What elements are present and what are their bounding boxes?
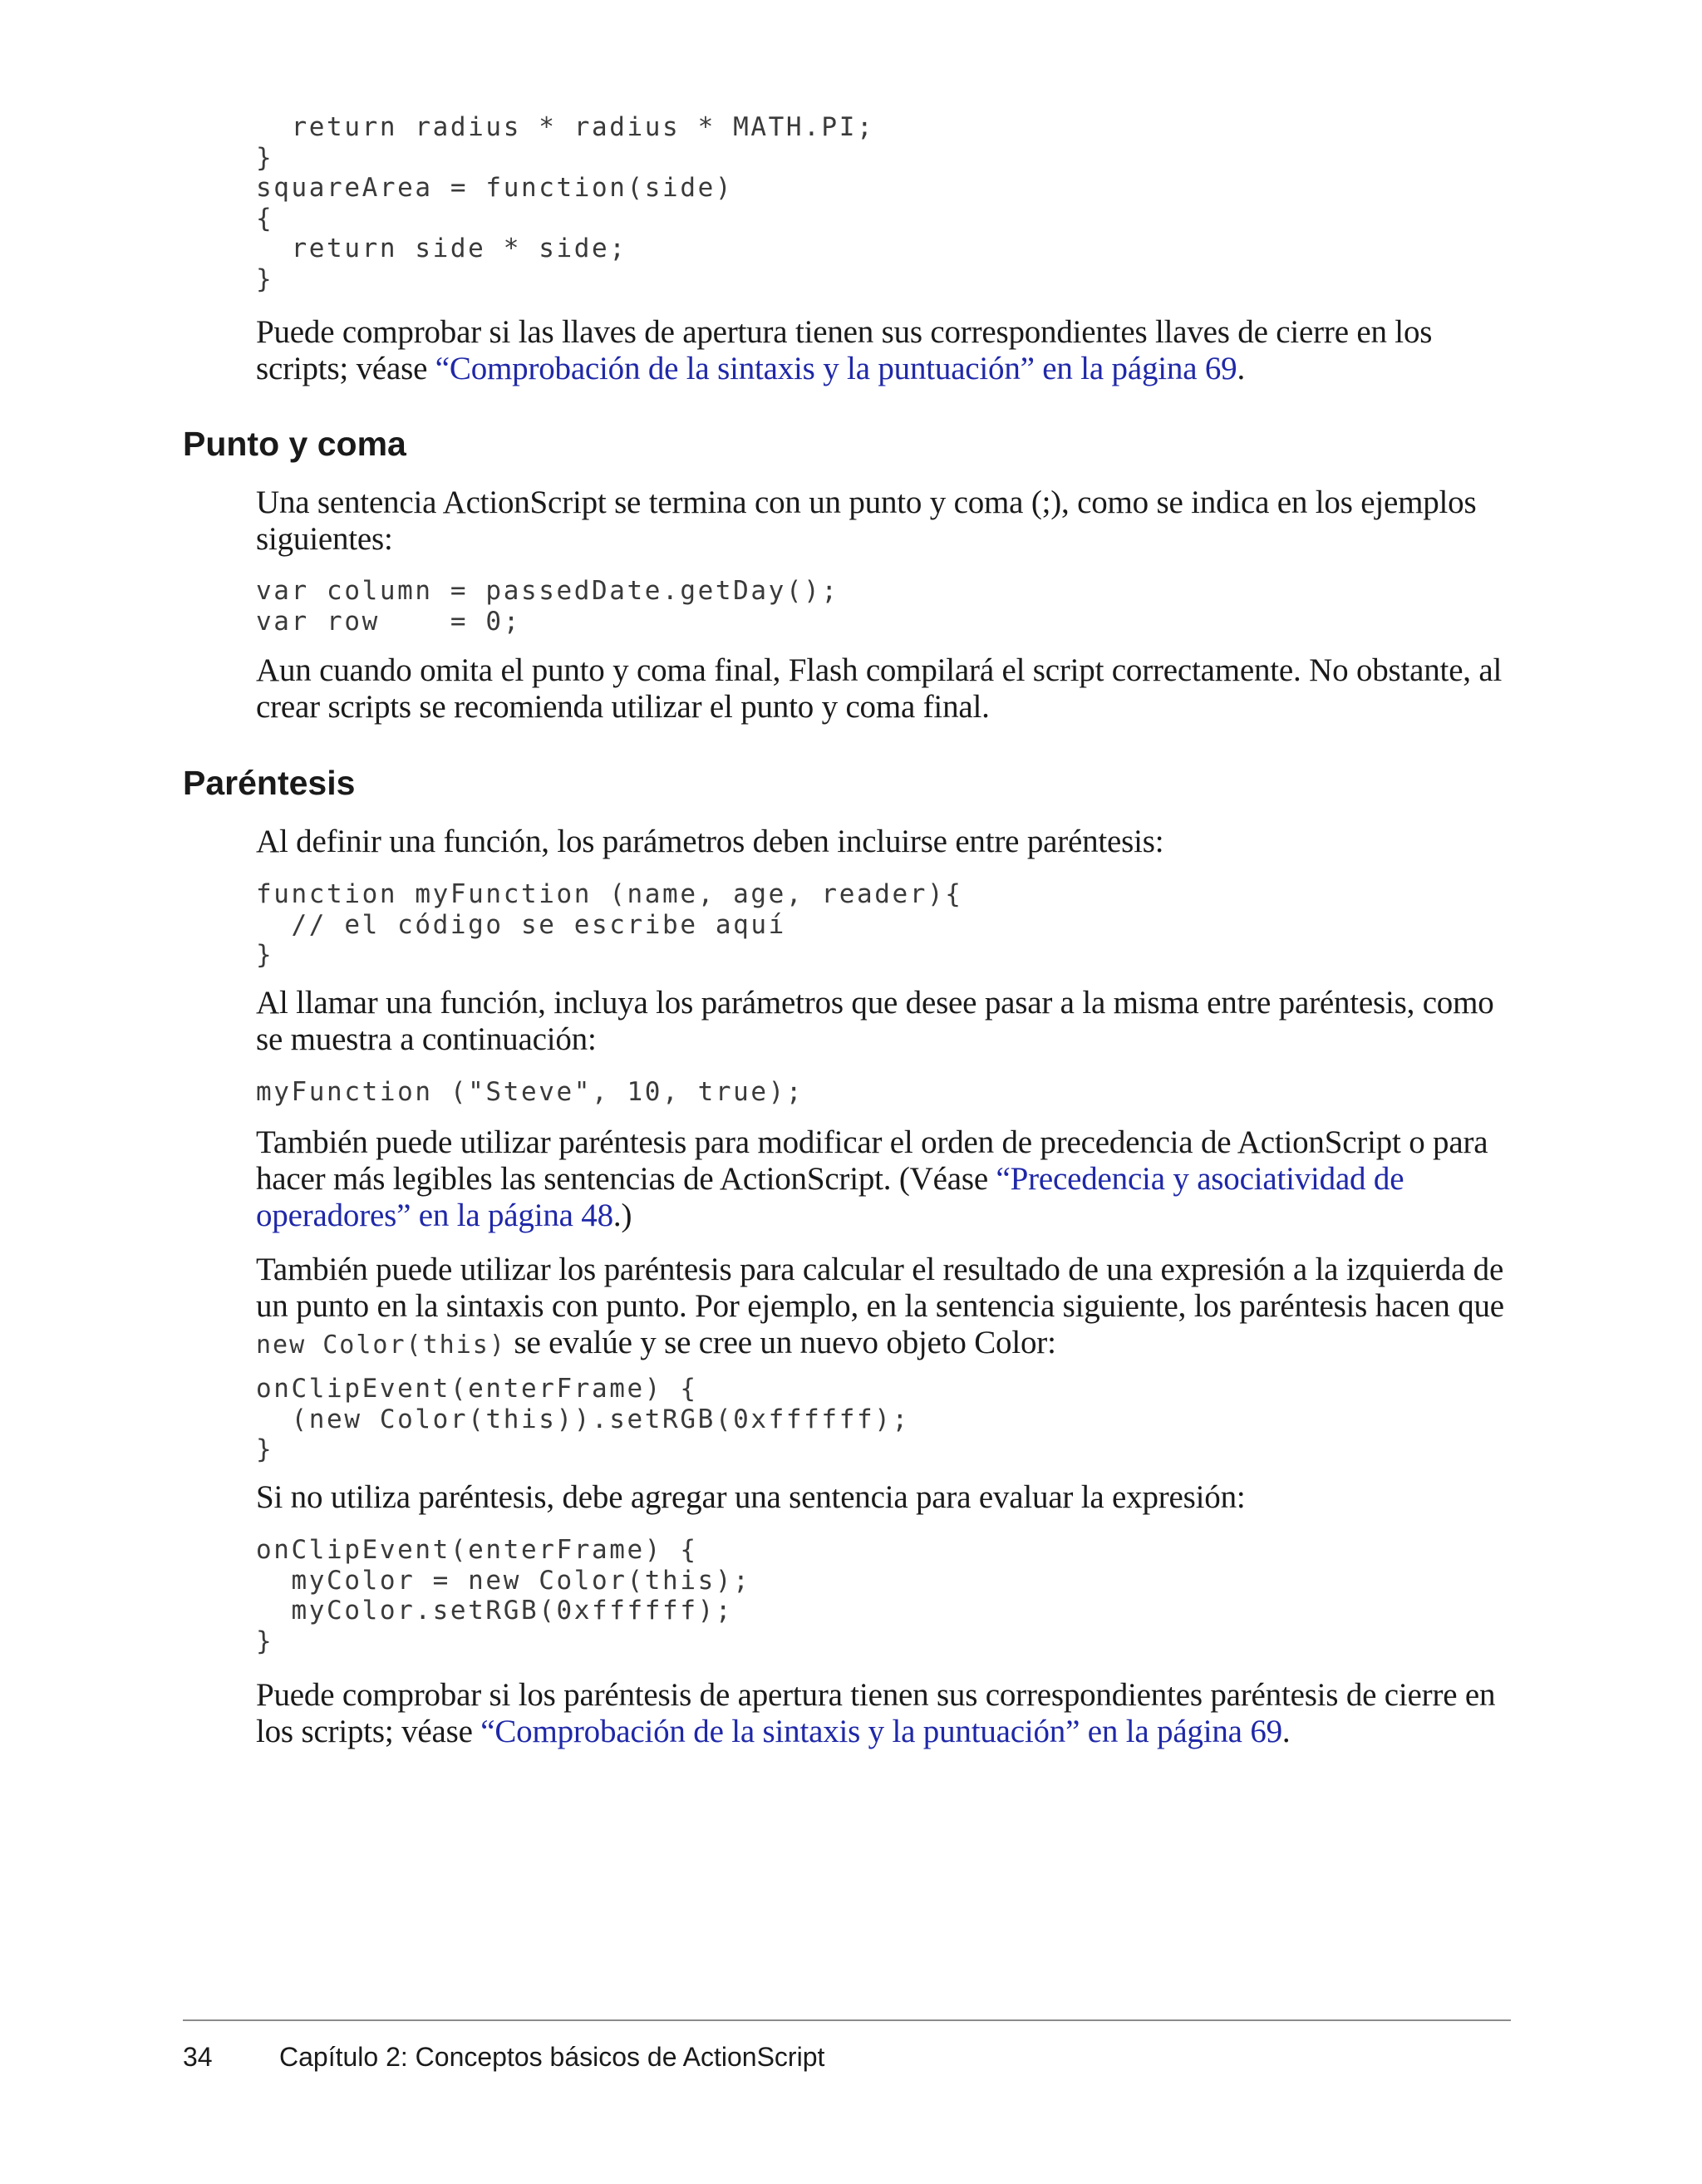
footer-chapter-title: Capítulo 2: Conceptos básicos de ActionScript	[279, 2042, 825, 2072]
inline-code: new Color(this)	[256, 1331, 506, 1360]
code-block-onclipevent-1: onClipEvent(enterFrame) { (new Color(this)).setRGB(0xffffff); }	[256, 1374, 910, 1464]
paragraph-parentheses-dot-syntax	[256, 1252, 1507, 1364]
cross-reference-link[interactable]: “Precedencia y asociatividad de operadores” en la página 48	[256, 1161, 1404, 1233]
code-block-function-definition: function myFunction (name, age, reader){ // el código se escribe aquí }	[256, 879, 963, 970]
paragraph-semicolon-note: Aun cuando omita el punto y coma final, Flash compilará el script correctamente. No obstante, al crear scripts se recomienda utilizar el punto y coma final.	[256, 652, 1503, 725]
code-block-semicolon: var column = passedDate.getDay(); var row = 0;	[256, 576, 839, 637]
footer-divider	[183, 2019, 1511, 2021]
cross-reference-link[interactable]: “Comprobación de la sintaxis y la puntuación” en la página 69	[480, 1714, 1282, 1749]
paragraph-text: .)	[612, 1198, 632, 1233]
paragraph-parentheses-without: Si no utiliza paréntesis, debe agregar una sentencia para evaluar la expresión:	[256, 1479, 1246, 1515]
paragraph-text: También puede utilizar los paréntesis para calcular el resultado de una expresión a la izquierda de un punto en la sintaxis con punto. Por ejemplo, en la sentencia siguiente, los paréntesis hacen que	[256, 1252, 1504, 1324]
paragraph-text: Puede comprobar si las llaves de apertura tienen sus correspondientes llaves de cierre en los scripts; véase	[256, 314, 1433, 386]
paragraph-semicolon-intro: Una sentencia ActionScript se termina con un punto y coma (;), como se indica en los ejemplos siguientes:	[256, 485, 1477, 557]
footer-page-number: 34	[183, 2042, 213, 2072]
paragraph-parentheses-call: Al llamar una función, incluya los parámetros que desee pasar a la misma entre paréntesis, como se muestra a continuación:	[256, 985, 1494, 1057]
paragraph-text: También puede utilizar paréntesis para modificar el orden de precedencia de ActionScript o para hacer más legibles las sentencias de ActionScript. (Véase	[256, 1124, 1488, 1197]
paragraph-text: .	[1281, 1714, 1291, 1749]
paragraph-parentheses-precedence	[256, 1124, 1507, 1234]
paragraph-text: .	[1237, 351, 1246, 386]
cross-reference-link[interactable]: “Comprobación de la sintaxis y la puntuación” en la página 69	[435, 351, 1237, 386]
heading-parentesis: Paréntesis	[183, 764, 356, 802]
paragraph-text: Puede comprobar si los paréntesis de apertura tienen sus correspondientes paréntesis de cierre en los scripts; véase	[256, 1677, 1496, 1749]
code-block-circle-square: return radius * radius * MATH.PI; } squareArea = function(side) { return side * side; }	[256, 112, 875, 294]
paragraph-braces-check	[256, 314, 1507, 387]
paragraph-text: se evalúe y se cree un nuevo objeto Color:	[505, 1325, 1056, 1360]
code-block-onclipevent-2: onClipEvent(enterFrame) { myColor = new Color(this); myColor.setRGB(0xffffff); }	[256, 1535, 751, 1656]
paragraph-parentheses-check	[256, 1677, 1507, 1750]
code-block-function-call: myFunction ("Steve", 10, true);	[256, 1077, 804, 1107]
heading-punto-y-coma: Punto y coma	[183, 425, 406, 463]
paragraph-parentheses-definition: Al definir una función, los parámetros deben incluirse entre paréntesis:	[256, 824, 1164, 859]
